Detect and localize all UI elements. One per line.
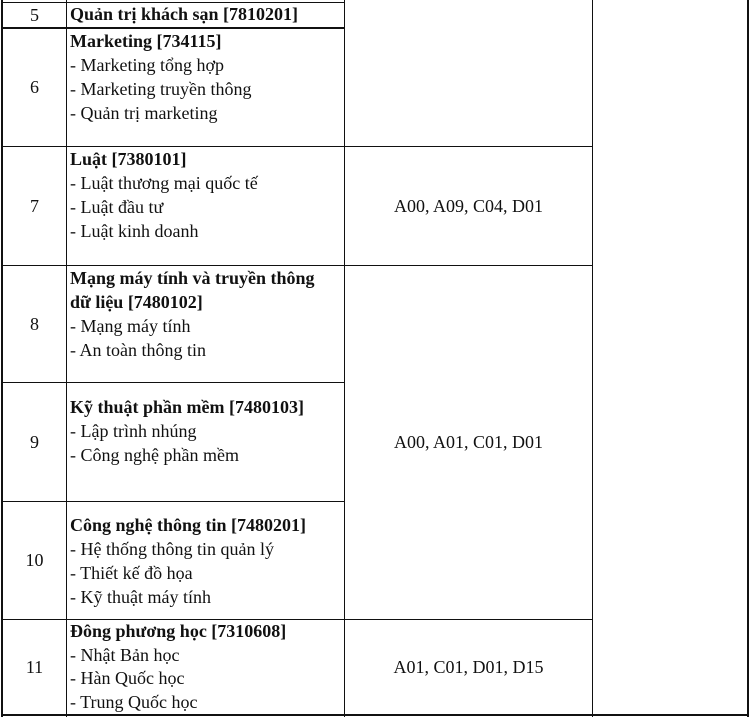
specialization-item: - Hàn Quốc học — [70, 668, 185, 688]
row-number — [3, 620, 66, 714]
subject-combination-cell — [345, 147, 592, 265]
specialization-item: - Nhật Bản học — [70, 644, 180, 665]
specialization-item: - Hệ thống thông tin quản lý — [70, 539, 274, 559]
major-cell — [67, 3, 344, 27]
specialization-item: - Thiết kế đồ họa — [70, 563, 193, 583]
row-number-text: 8 — [30, 313, 39, 334]
row-number — [3, 266, 66, 382]
major-title: Kỹ thuật phần mềm [7480103] — [70, 397, 305, 417]
table-border-right — [747, 0, 749, 717]
major-title: Marketing [734115] — [70, 31, 222, 51]
row-number — [3, 502, 66, 619]
row-number-text: 6 — [30, 77, 39, 97]
specialization-item: - Trung Quốc học — [70, 691, 198, 712]
major-cell — [67, 29, 344, 146]
major-title: Luật [7380101] — [70, 149, 187, 169]
subject-combination: A00, A01, C01, D01 — [393, 432, 543, 452]
specialization-item: - Marketing truyền thông — [70, 79, 252, 99]
major-cell — [67, 620, 344, 714]
specialization-item: - Luật kinh doanh — [70, 221, 199, 241]
row-number — [3, 3, 66, 27]
row-number-text: 7 — [30, 195, 39, 216]
major-title: Đông phương học [7310608] — [70, 621, 287, 641]
specialization-item: - Mạng máy tính — [70, 316, 191, 336]
specialization-item: - Luật thương mại quốc tế — [70, 173, 258, 193]
row-number-text: 9 — [30, 431, 39, 452]
specialization-item: - Luật đầu tư — [70, 197, 164, 217]
subject-combination: A01, C01, D01, D15 — [393, 656, 544, 677]
major-title: Công nghệ thông tin [7480201] — [70, 515, 307, 535]
row-number — [3, 29, 66, 146]
table-border-bottom — [1, 714, 749, 716]
major-title: Quản trị khách sạn [7810201] — [70, 4, 299, 24]
major-cell — [67, 513, 344, 619]
row-number-text: 10 — [25, 550, 44, 570]
major-title: dữ liệu [7480102] — [70, 292, 203, 312]
major-cell — [67, 395, 344, 501]
major-cell — [67, 266, 344, 382]
row-number — [3, 383, 66, 501]
major-title: Mạng máy tính và truyền thông — [70, 268, 315, 288]
subject-combination: A00, A09, C04, D01 — [393, 195, 543, 216]
column-divider-combo — [592, 0, 593, 717]
subject-combination-cell — [345, 266, 592, 619]
specialization-item: - Quản trị marketing — [70, 103, 218, 123]
major-cell — [67, 147, 344, 265]
specialization-item: - Marketing tổng hợp — [70, 55, 224, 75]
specialization-item: - Kỹ thuật máy tính — [70, 587, 211, 607]
subject-combination-cell — [345, 620, 592, 714]
specialization-item: - Lập trình nhúng — [70, 421, 197, 441]
row-number-text: 5 — [30, 4, 39, 25]
row-number-text: 11 — [25, 656, 44, 677]
specialization-item: - An toàn thông tin — [70, 340, 206, 360]
specialization-item: - Công nghệ phần mềm — [70, 445, 239, 465]
row-number — [3, 147, 66, 265]
